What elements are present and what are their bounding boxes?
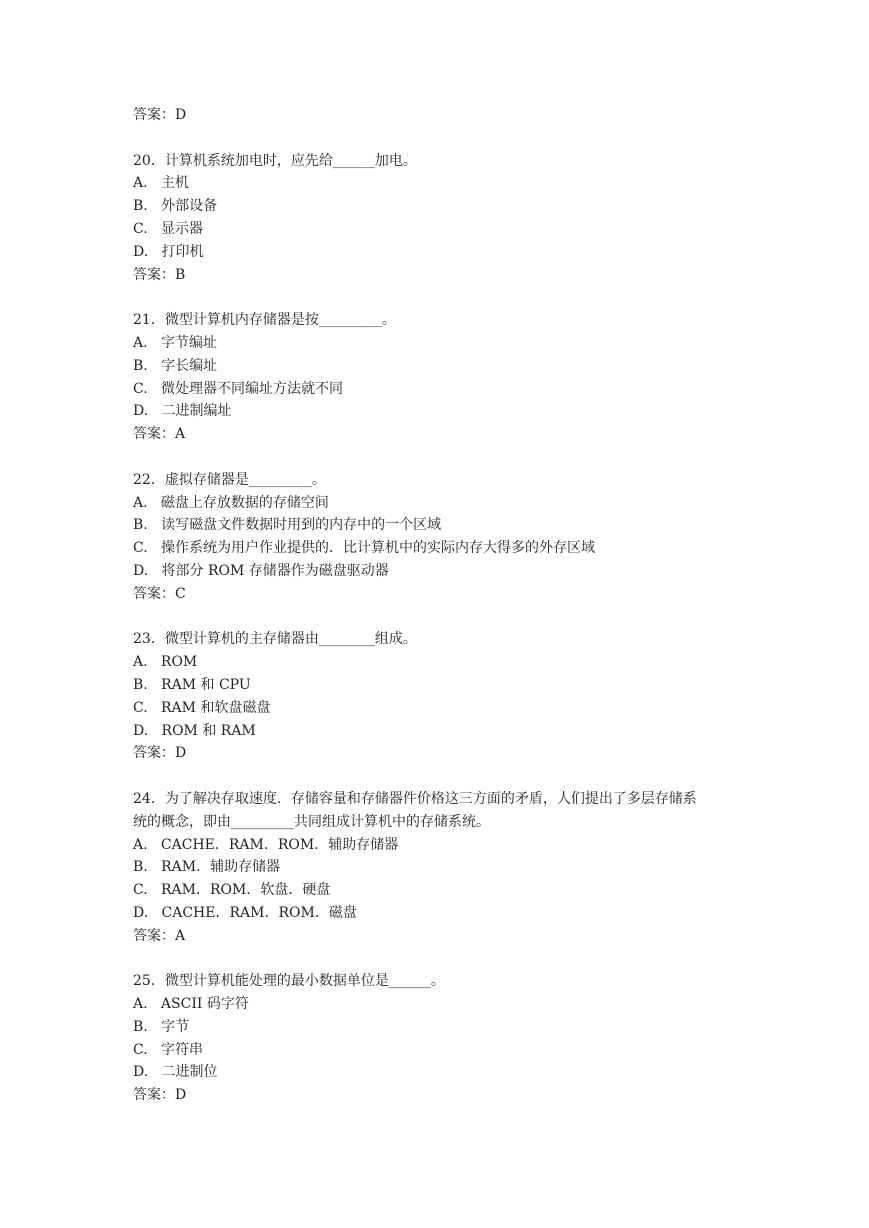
question-stem: 21．微型计算机内存储器是按_________。: [133, 312, 396, 329]
answer-line: 答案：A: [133, 426, 186, 443]
option-c: C. 操作系统为用户作业提供的．比计算机中的实际内存大得多的外存区域: [133, 540, 596, 557]
answer-line: 答案：D: [133, 745, 187, 762]
option-b: B. 字节: [133, 1018, 190, 1035]
option-b: B. 字长编址: [133, 357, 218, 374]
option-c: C. RAM 和软盘磁盘: [133, 699, 271, 716]
option-b: B. 读写磁盘文件数据时用到的内存中的一个区域: [133, 517, 442, 534]
option-c: C. 微处理器不同编址方法就不同: [133, 380, 344, 397]
option-b: B. RAM．辅助存储器: [133, 859, 281, 876]
question-stem-line-2: 统的概念，即由_________共同组成计算机中的存储系统。: [133, 813, 490, 830]
option-d: D. 二进制位: [133, 1064, 218, 1081]
option-b: B. RAM 和 CPU: [133, 676, 251, 693]
question-stem: 20．计算机系统加电时，应先给______加电。: [133, 152, 417, 169]
answer-line: 答案：D: [133, 107, 187, 123]
option-d: D. 二进制编址: [133, 403, 232, 420]
answer-line: 答案：C: [133, 585, 186, 602]
option-a: A. 主机: [133, 175, 189, 192]
question-stem-line-1: 24．为了解决存取速度．存储容量和存储器件价格这三方面的矛盾，人们提出了多层存储系: [133, 790, 697, 807]
option-c: C. 显示器: [133, 220, 204, 237]
option-a: A. ASCII 码字符: [133, 996, 249, 1013]
question-stem: 23．微型计算机的主存储器由________组成。: [133, 631, 417, 648]
option-a: A. 磁盘上存放数据的存储空间: [133, 494, 329, 511]
option-d: D. 将部分 ROM 存储器作为磁盘驱动器: [133, 562, 389, 579]
document-page: [133, 104, 773, 1107]
option-a: A. 字节编址: [133, 334, 217, 351]
option-d: D. ROM 和 RAM: [133, 722, 256, 739]
option-d: D. 打印机: [133, 243, 204, 260]
question-stem: 25．微型计算机能处理的最小数据单位是______。: [133, 973, 445, 990]
option-a: A. ROM: [133, 654, 198, 671]
answer-line: 答案：D: [133, 1087, 187, 1104]
answer-line: 答案：A: [133, 927, 186, 944]
option-c: C. RAM．ROM．软盘．硬盘: [133, 882, 331, 899]
answer-line: 答案：B: [133, 266, 186, 283]
option-c: C. 字符串: [133, 1041, 204, 1058]
question-stem: 22．虚拟存储器是_________。: [133, 471, 326, 488]
option-d: D. CACHE．RAM．ROM．磁盘: [133, 904, 357, 921]
option-a: A. CACHE．RAM．ROM．辅助存储器: [133, 836, 399, 853]
option-b: B. 外部设备: [133, 198, 218, 215]
